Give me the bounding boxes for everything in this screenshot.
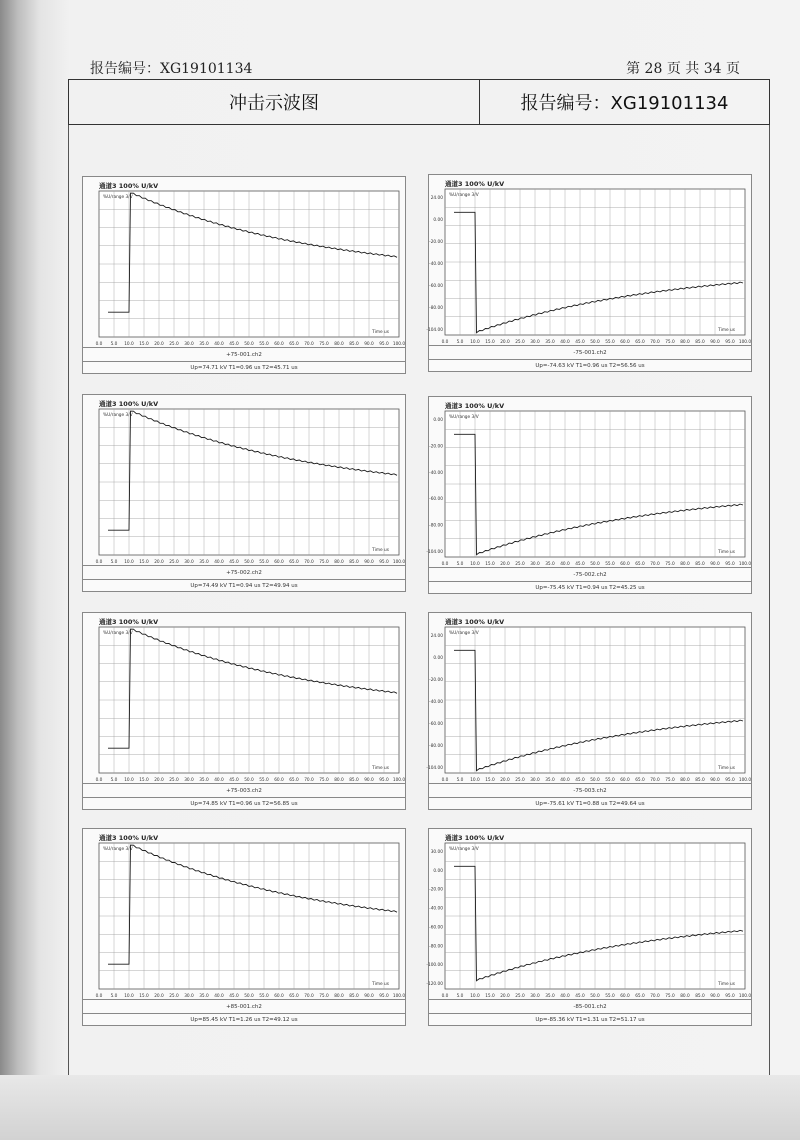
x-tick-label: 15.0 [139,342,149,347]
x-tick-label: 70.0 [650,994,660,999]
x-tick-label: 35.0 [545,778,555,783]
x-tick-label: 20.0 [500,340,510,345]
x-tick-label: 25.0 [169,994,179,999]
channel-title: 通道3 100% U/kV [99,618,159,626]
x-tick-label: 60.0 [274,560,284,565]
y-tick-label: -20.00 [429,444,443,450]
x-tick-label: 50.0 [244,342,254,347]
waveform-file-name: -75-002.ch2 [429,567,751,581]
channel-range-label: %U/range 3/V [103,195,133,200]
x-tick-label: 90.0 [364,560,374,565]
y-tick-label: -100.00 [426,963,443,969]
x-tick-label: 30.0 [530,994,540,999]
x-tick-label: 45.0 [575,562,585,567]
x-tick-label: 80.0 [334,560,344,565]
waveform-file-name: -75-003.ch2 [429,783,751,797]
x-tick-label: 50.0 [590,340,600,345]
x-tick-label: 75.0 [665,340,675,345]
x-tick-label: 100.0 [738,562,752,567]
x-tick-label: 90.0 [710,562,720,567]
oscillogram-plot [426,175,753,373]
x-tick-label: 50.0 [244,560,254,565]
x-tick-label: 35.0 [199,342,209,347]
y-tick-label: -60.00 [429,497,443,503]
x-tick-label: 70.0 [650,778,660,783]
x-unit-label: Time us [372,330,389,335]
waveform-file-name: +85-001.ch2 [83,999,405,1013]
x-tick-label: 90.0 [364,342,374,347]
y-tick-label: 0.00 [433,218,443,223]
x-tick-label: 65.0 [635,778,645,783]
x-tick-label: 50.0 [590,778,600,783]
y-tick-label: -60.00 [429,722,443,727]
x-tick-label: 40.0 [214,560,224,565]
x-tick-label: 85.0 [349,994,359,999]
oscillogram-8 [428,828,752,1026]
x-tick-label: 5.0 [456,562,464,567]
channel-title: 通道3 100% U/kV [445,834,505,842]
x-tick-label: 20.0 [500,562,510,567]
x-tick-label: 25.0 [169,778,179,783]
oscillogram-plot [426,397,753,595]
x-tick-label: 95.0 [725,340,735,345]
waveform-parameters: Up=-75.45 kV T1=0.94 us T2=45.25 us [429,581,751,594]
x-tick-label: 0.0 [441,340,449,345]
x-tick-label: 35.0 [545,340,555,345]
channel-title: 通道3 100% U/kV [99,400,159,408]
x-unit-label: Time us [372,548,389,553]
x-tick-label: 0.0 [441,778,449,783]
x-tick-label: 95.0 [379,994,389,999]
channel-range-label: %U/range 3/V [103,631,133,636]
x-tick-label: 20.0 [500,778,510,783]
x-tick-label: 5.0 [456,994,464,999]
x-tick-label: 55.0 [259,778,269,783]
x-tick-label: 45.0 [575,778,585,783]
oscillogram-plot [426,829,753,1027]
x-tick-label: 90.0 [710,340,720,345]
x-tick-label: 45.0 [575,340,585,345]
y-tick-label: -80.00 [429,744,443,749]
x-tick-label: 25.0 [515,994,525,999]
x-tick-label: 30.0 [184,560,194,565]
x-tick-label: 15.0 [485,340,495,345]
x-tick-label: 100.0 [738,340,752,345]
x-tick-label: 25.0 [515,562,525,567]
x-tick-label: 75.0 [319,994,329,999]
y-tick-label: -80.00 [429,944,443,950]
x-tick-label: 35.0 [199,560,209,565]
x-tick-label: 60.0 [274,778,284,783]
channel-range-label: %U/range 3/V [449,193,479,198]
x-tick-label: 30.0 [530,778,540,783]
x-tick-label: 20.0 [154,342,164,347]
x-tick-label: 80.0 [334,778,344,783]
x-tick-label: 95.0 [725,562,735,567]
x-tick-label: 75.0 [665,994,675,999]
x-tick-label: 15.0 [485,562,495,567]
y-tick-label: 0.00 [433,868,443,874]
x-tick-label: 65.0 [289,778,299,783]
x-tick-label: 90.0 [710,994,720,999]
x-tick-label: 85.0 [695,994,705,999]
x-tick-label: 95.0 [725,994,735,999]
waveform-file-name: +75-001.ch2 [83,347,405,361]
x-tick-label: 35.0 [199,778,209,783]
y-tick-label: 24.00 [430,634,443,639]
x-tick-label: 25.0 [515,340,525,345]
x-tick-label: 85.0 [349,342,359,347]
x-tick-label: 40.0 [214,778,224,783]
x-tick-label: 10.0 [124,560,134,565]
x-tick-label: 70.0 [304,778,314,783]
x-unit-label: Time us [718,982,735,987]
x-tick-label: 85.0 [349,560,359,565]
x-tick-label: 85.0 [695,340,705,345]
oscillogram-4 [428,396,752,594]
x-tick-label: 10.0 [470,994,480,999]
x-tick-label: 60.0 [620,340,630,345]
x-tick-label: 35.0 [545,994,555,999]
x-tick-label: 15.0 [485,994,495,999]
x-tick-label: 30.0 [530,562,540,567]
oscillogram-plot [83,395,407,593]
x-tick-label: 55.0 [605,340,615,345]
x-tick-label: 5.0 [110,778,118,783]
x-tick-label: 80.0 [334,994,344,999]
channel-title: 通道3 100% U/kV [445,180,505,188]
x-tick-label: 30.0 [184,994,194,999]
x-tick-label: 5.0 [456,778,464,783]
x-tick-label: 90.0 [364,778,374,783]
x-tick-label: 0.0 [95,994,103,999]
y-tick-label: -60.00 [429,284,443,289]
x-tick-label: 35.0 [199,994,209,999]
x-tick-label: 80.0 [680,778,690,783]
x-tick-label: 75.0 [319,342,329,347]
x-tick-label: 80.0 [680,994,690,999]
x-tick-label: 80.0 [334,342,344,347]
x-tick-label: 100.0 [738,778,752,783]
x-tick-label: 95.0 [379,778,389,783]
x-tick-label: 40.0 [560,340,570,345]
y-tick-label: -120.00 [426,982,443,987]
y-tick-label: 0.00 [433,418,443,423]
waveform-parameters: Up=74.85 kV T1=0.96 us T2=56.85 us [83,797,405,810]
x-tick-label: 65.0 [635,562,645,567]
x-tick-label: 20.0 [154,560,164,565]
x-unit-label: Time us [372,982,389,987]
x-tick-label: 40.0 [214,342,224,347]
x-tick-label: 90.0 [364,994,374,999]
x-tick-label: 70.0 [650,340,660,345]
waveform-file-name: -85-001.ch2 [429,999,751,1013]
x-tick-label: 85.0 [695,562,705,567]
x-tick-label: 0.0 [95,778,103,783]
waveform-parameters: Up=-75.61 kV T1=0.88 us T2=49.64 us [429,797,751,810]
y-tick-label: 30.00 [430,850,443,855]
x-tick-label: 80.0 [680,340,690,345]
x-tick-label: 15.0 [139,994,149,999]
x-tick-label: 40.0 [560,562,570,567]
x-tick-label: 85.0 [349,778,359,783]
x-unit-label: Time us [718,550,735,555]
oscillogram-plot [83,829,407,1027]
x-tick-label: 0.0 [441,994,449,999]
channel-title: 通道3 100% U/kV [99,182,159,190]
x-tick-label: 90.0 [710,778,720,783]
x-tick-label: 60.0 [274,994,284,999]
x-tick-label: 95.0 [725,778,735,783]
x-tick-label: 20.0 [154,994,164,999]
channel-range-label: %U/range 3/V [103,847,133,852]
x-tick-label: 0.0 [95,342,103,347]
y-tick-label: 24.00 [430,196,443,201]
y-tick-label: -104.00 [426,766,443,771]
y-tick-label: -20.00 [429,678,443,683]
page-number-header: 第 28 页 共 34 页 [626,61,740,77]
x-tick-label: 100.0 [392,342,406,347]
x-tick-label: 10.0 [124,342,134,347]
x-tick-label: 5.0 [110,994,118,999]
y-tick-label: -40.00 [429,262,443,267]
waveform-file-name: +75-003.ch2 [83,783,405,797]
x-tick-label: 70.0 [304,560,314,565]
channel-range-label: %U/range 3/V [449,415,479,420]
y-tick-label: -104.00 [426,550,443,555]
x-tick-label: 45.0 [229,560,239,565]
y-tick-label: -80.00 [429,523,443,529]
y-tick-label: -20.00 [429,887,443,893]
x-tick-label: 55.0 [605,562,615,567]
x-tick-label: 35.0 [545,562,555,567]
x-tick-label: 45.0 [575,994,585,999]
x-tick-label: 65.0 [635,994,645,999]
y-tick-label: -104.00 [426,328,443,333]
waveform-parameters: Up=74.49 kV T1=0.94 us T2=49.94 us [83,579,405,592]
x-tick-label: 45.0 [229,342,239,347]
x-tick-label: 40.0 [560,778,570,783]
x-tick-label: 25.0 [169,560,179,565]
x-tick-label: 30.0 [184,778,194,783]
y-tick-label: -20.00 [429,240,443,245]
x-tick-label: 25.0 [169,342,179,347]
x-tick-label: 15.0 [139,778,149,783]
channel-title: 通道3 100% U/kV [445,402,505,410]
x-tick-label: 65.0 [289,994,299,999]
x-tick-label: 5.0 [110,342,118,347]
x-tick-label: 20.0 [154,778,164,783]
x-tick-label: 50.0 [590,562,600,567]
x-tick-label: 30.0 [530,340,540,345]
x-tick-label: 65.0 [635,340,645,345]
x-tick-label: 75.0 [319,778,329,783]
x-tick-label: 15.0 [139,560,149,565]
x-tick-label: 85.0 [695,778,705,783]
y-tick-label: 0.00 [433,656,443,661]
y-tick-label: -80.00 [429,306,443,311]
x-tick-label: 10.0 [124,778,134,783]
page-bottom-edge [0,1075,800,1140]
x-tick-label: 10.0 [470,562,480,567]
x-tick-label: 100.0 [392,778,406,783]
x-unit-label: Time us [372,766,389,771]
x-unit-label: Time us [718,766,735,771]
x-tick-label: 70.0 [650,562,660,567]
x-tick-label: 15.0 [485,778,495,783]
channel-range-label: %U/range 3/V [449,847,479,852]
x-tick-label: 95.0 [379,560,389,565]
x-tick-label: 60.0 [620,562,630,567]
waveform-parameters: Up=-85.36 kV T1=1.31 us T2=51.17 us [429,1013,751,1026]
oscillogram-7 [82,828,406,1026]
x-tick-label: 100.0 [392,994,406,999]
x-tick-label: 0.0 [441,562,449,567]
x-tick-label: 75.0 [665,778,675,783]
x-tick-label: 40.0 [560,994,570,999]
x-tick-label: 10.0 [470,778,480,783]
x-tick-label: 60.0 [274,342,284,347]
waveform-parameters: Up=85.45 kV T1=1.26 us T2=49.12 us [83,1013,405,1026]
x-tick-label: 100.0 [738,994,752,999]
x-tick-label: 5.0 [110,560,118,565]
x-tick-label: 55.0 [259,994,269,999]
x-tick-label: 50.0 [244,778,254,783]
x-tick-label: 10.0 [124,994,134,999]
x-tick-label: 55.0 [605,778,615,783]
oscillogram-6 [428,612,752,810]
x-tick-label: 45.0 [229,994,239,999]
x-tick-label: 20.0 [500,994,510,999]
oscillogram-3 [82,394,406,592]
x-tick-label: 65.0 [289,560,299,565]
x-tick-label: 95.0 [379,342,389,347]
x-tick-label: 55.0 [605,994,615,999]
x-tick-label: 70.0 [304,994,314,999]
title-report-number: 报告编号：XG19101134 [520,93,729,114]
waveform-parameters: Up=-74.63 kV T1=0.96 us T2=56.56 us [429,359,751,372]
x-tick-label: 40.0 [214,994,224,999]
title-table [68,79,770,125]
x-tick-label: 30.0 [184,342,194,347]
x-tick-label: 50.0 [244,994,254,999]
channel-title: 通道3 100% U/kV [99,834,159,842]
x-unit-label: Time us [718,328,735,333]
y-tick-label: -60.00 [429,925,443,931]
oscillogram-5 [82,612,406,810]
oscillogram-1 [82,176,406,374]
x-tick-label: 25.0 [515,778,525,783]
waveform-parameters: Up=74.71 kV T1=0.96 us T2=45.71 us [83,361,405,374]
x-tick-label: 60.0 [620,778,630,783]
x-tick-label: 10.0 [470,340,480,345]
report-number-header: 报告编号：XG19101134 [90,61,253,77]
x-tick-label: 45.0 [229,778,239,783]
x-tick-label: 75.0 [665,562,675,567]
y-tick-label: -40.00 [429,470,443,476]
channel-range-label: %U/range 3/V [103,413,133,418]
x-tick-label: 75.0 [319,560,329,565]
x-tick-label: 55.0 [259,342,269,347]
x-tick-label: 50.0 [590,994,600,999]
channel-title: 通道3 100% U/kV [445,618,505,626]
oscillogram-2 [428,174,752,372]
waveform-file-name: +75-002.ch2 [83,565,405,579]
x-tick-label: 5.0 [456,340,464,345]
x-tick-label: 65.0 [289,342,299,347]
oscillogram-plot [426,613,753,811]
x-tick-label: 0.0 [95,560,103,565]
oscillogram-plot [83,177,407,375]
waveform-file-name: -75-001.ch2 [429,345,751,359]
channel-range-label: %U/range 3/V [449,631,479,636]
x-tick-label: 100.0 [392,560,406,565]
x-tick-label: 55.0 [259,560,269,565]
y-tick-label: -40.00 [429,700,443,705]
x-tick-label: 60.0 [620,994,630,999]
oscillogram-plot [83,613,407,811]
y-tick-label: -40.00 [429,906,443,912]
x-tick-label: 80.0 [680,562,690,567]
x-tick-label: 70.0 [304,342,314,347]
page-title: 冲击示波图 [69,80,480,124]
